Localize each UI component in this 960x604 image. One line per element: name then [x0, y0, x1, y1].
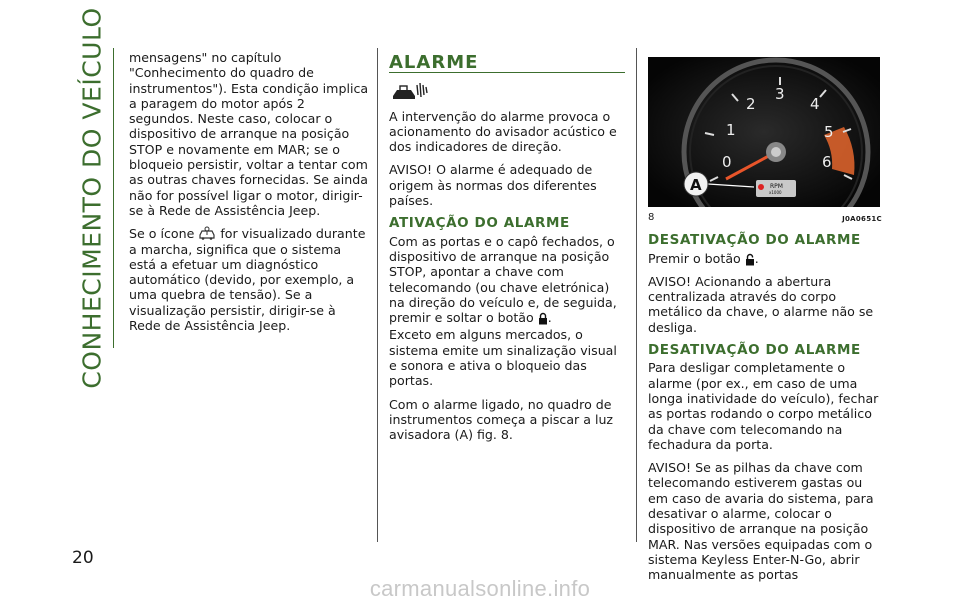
paragraph: Com o alarme ligado, no quadro de instrumentos começa a piscar a luz avisadora (A) fig. 8. [389, 396, 614, 443]
padlock-closed-icon [538, 312, 548, 325]
gauge-number: 1 [726, 121, 736, 139]
tachometer-gauge [648, 57, 880, 207]
figure-code: J0A0651C [842, 215, 882, 223]
paragraph: AVISO! O alarme é adequado de origem às normas dos diferentes países. [389, 162, 597, 209]
page-number: 20 [72, 548, 94, 568]
column-1 [129, 50, 371, 341]
paragraph: AVISO! Se as pilhas da chave com telecomando estiverem gastas ou em caso de avaria do sistema, para desativar o alarme, colocar o dispositivo de arranque na posição MAR. Nas versões equipadas com o sistema Keyless Enter-N-Go, abrir manualmente as portas [648, 460, 874, 583]
gauge-number: 0 [722, 153, 732, 171]
paragraph: A intervenção do alarme provoca o acionamento do avisador acústico e dos indicadores de direção. [389, 108, 617, 155]
figure-number: 8 [648, 212, 655, 223]
car-key-warning-icon [198, 226, 216, 241]
column-2 [389, 50, 625, 451]
subsection-heading: ATIVAÇÃO DO ALARME [389, 215, 570, 232]
gauge-number: 3 [775, 85, 785, 103]
paragraph: Premir o botão . [648, 250, 759, 266]
chapter-title: CONHECIMENTO DO VEÍCULO [77, 7, 107, 389]
paragraph: Se o ícone for visualizado durante a marcha, significa que o sistema está a efetuar um diagnóstico automático (devido, por exemplo, a uma quebra de tensão). Se a visualização persistir, dirigir-se à Rede de Assistência Jeep. [129, 226, 366, 334]
gauge-number: 6 [822, 153, 832, 171]
paragraph: mensagens" no capítulo "Conhecimento do quadro de instrumentos"). Esta condição implica a paragem do motor após 2 segundos. Neste caso, colocar o dispositivo de arranque na posição STOP e novamente em MAR; se o bloqueio persistir, voltar a tentar com as outras chaves fornecidas. Se ainda não for possível ligar o motor, dirigir-se à Rede de Assistência Jeep. [129, 50, 369, 218]
gauge-number: 5 [824, 123, 834, 141]
gauge-number: 2 [746, 95, 756, 113]
paragraph: AVISO! Acionando a abertura centralizada através do corpo metálico da chave, o alarme não se desliga. [648, 273, 874, 335]
column-divider-2 [636, 48, 637, 542]
column-divider-1 [377, 48, 378, 542]
figure-caption [648, 210, 882, 227]
paragraph: Com as portas e o capô fechados, o dispositivo de arranque na posição STOP, apontar a chave com telecomando (ou chave eletrónica) na direção do veículo e, de seguida, premir e soltar o botão . [389, 233, 617, 326]
padlock-open-icon [745, 253, 755, 266]
section-heading: ALARME [389, 55, 625, 73]
gauge-number: 4 [810, 95, 820, 113]
paragraph: Para desligar completamente o alarme (por ex., em caso de uma longa inatividade do veículo), fechar as portas rodando o corpo metálico da chave com telecomando na fechadura da porta. [648, 360, 879, 452]
subsection-heading: DESATIVAÇÃO DO ALARME [648, 342, 861, 359]
rpm-label: RPM [770, 183, 783, 190]
chapter-rule [113, 48, 114, 348]
alarm-icon [389, 81, 429, 101]
paragraph: Exceto em alguns mercados, o sistema emite um sinalização visual e sonora e ativa o bloqueio das portas. [389, 327, 617, 389]
subsection-heading: DESATIVAÇÃO DO ALARME [648, 232, 861, 249]
column-3 [648, 50, 882, 591]
callout-a: A [690, 176, 702, 194]
rpm-unit: x1000 [769, 190, 782, 195]
watermark: carmanualsonline.info [369, 576, 591, 601]
instrument-cluster-figure [648, 57, 880, 207]
